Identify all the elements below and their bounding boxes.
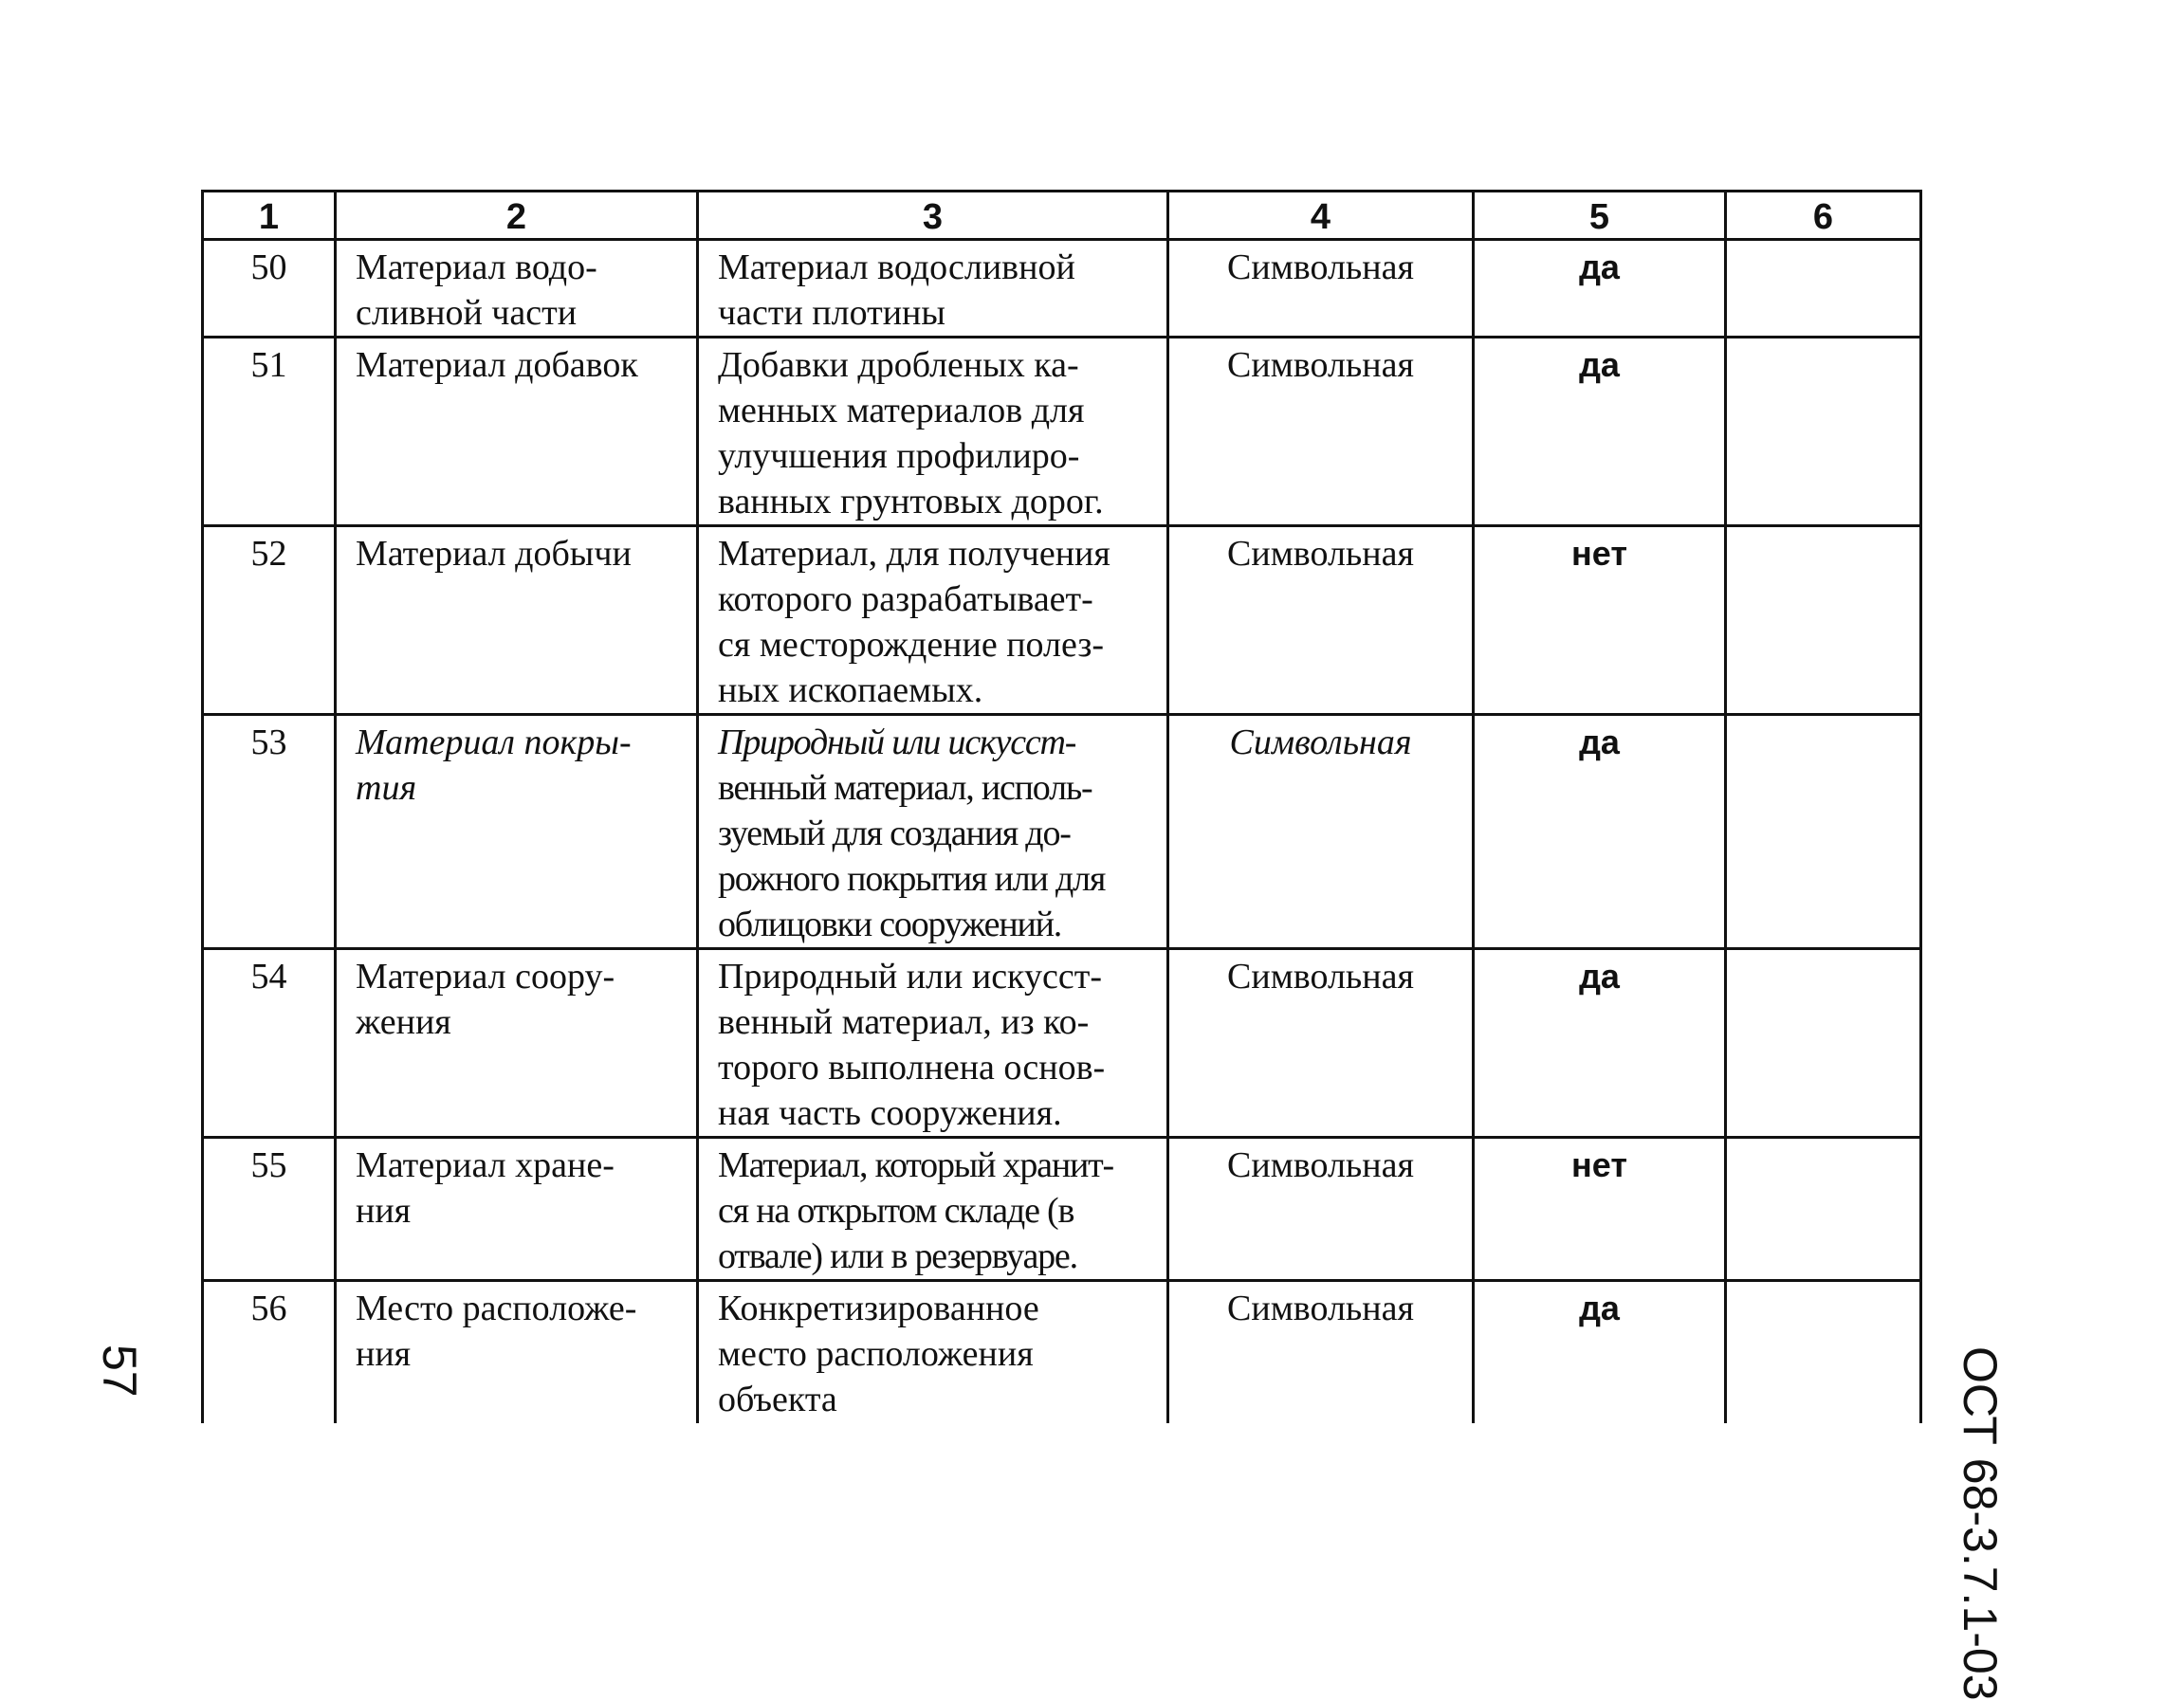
attributes-table: [201, 190, 1922, 1423]
attribute-extra: [1726, 526, 1921, 715]
description-rest: венный материал, исполь- зуемый для создания до- рожного покрытия или для облицовки сооружений.: [718, 768, 1106, 944]
attribute-extra: [1726, 1138, 1921, 1281]
description-first-line: Материал водосливной: [718, 247, 1075, 287]
column-header-2: 2: [336, 192, 698, 240]
attribute-name: Материал добычи: [336, 526, 698, 715]
attribute-flag: да: [1474, 715, 1726, 949]
table-row: [203, 526, 1921, 715]
attribute-description: [698, 949, 1168, 1138]
attribute-type: Символьная: [1168, 1281, 1474, 1423]
row-number: 55: [203, 1138, 336, 1281]
attribute-flag: да: [1474, 240, 1726, 338]
description-rest: ся на открытом складе (в отвале) или в резервуаре.: [718, 1191, 1077, 1276]
table-row: [203, 1138, 1921, 1281]
row-number: 52: [203, 526, 336, 715]
attribute-type: Символьная: [1168, 338, 1474, 526]
column-header-1: 1: [203, 192, 336, 240]
description-first-line: Добавки дробленых ка-: [718, 345, 1079, 385]
table-container: [201, 190, 1919, 1419]
page-number: 57: [93, 1344, 146, 1398]
row-number: 50: [203, 240, 336, 338]
description-rest: менных материалов для улучшения профилиро- ванных грунтовых дорог.: [718, 391, 1104, 521]
attribute-name: Материал соору- жения: [336, 949, 698, 1138]
attribute-extra: [1726, 338, 1921, 526]
table-row: [203, 1281, 1921, 1423]
description-first-line: Материал, который хранит-: [718, 1145, 1113, 1185]
row-number: 56: [203, 1281, 336, 1423]
row-number: 51: [203, 338, 336, 526]
attribute-flag: да: [1474, 1281, 1726, 1423]
attribute-description: [698, 526, 1168, 715]
attribute-name: Материал водо- сливной части: [336, 240, 698, 338]
attribute-name: Материал покры- тия: [336, 715, 698, 949]
row-number: 53: [203, 715, 336, 949]
attribute-type: Символьная: [1168, 1138, 1474, 1281]
attribute-type: Символьная: [1168, 526, 1474, 715]
column-header-5: 5: [1474, 192, 1726, 240]
row-number: 54: [203, 949, 336, 1138]
attribute-type: Символьная: [1168, 715, 1474, 949]
attribute-flag: нет: [1474, 526, 1726, 715]
description-rest: которого разрабатывает- ся месторождение полез- ных ископаемых.: [718, 579, 1105, 710]
table-row: [203, 715, 1921, 949]
description-rest: части плотины: [718, 293, 945, 333]
attribute-flag: да: [1474, 338, 1726, 526]
attribute-type: Символьная: [1168, 949, 1474, 1138]
header-row: [203, 192, 1921, 240]
attribute-description: [698, 240, 1168, 338]
attribute-extra: [1726, 949, 1921, 1138]
column-header-6: 6: [1726, 192, 1921, 240]
description-first-line: Конкретизированное: [718, 1289, 1039, 1328]
description-rest: венный материал, из ко- торого выполнена основ- ная часть сооружения.: [718, 1002, 1106, 1133]
attribute-description: [698, 715, 1168, 949]
attribute-flag: нет: [1474, 1138, 1726, 1281]
description-first-line: Природный или искусст-: [718, 957, 1102, 997]
attribute-flag: да: [1474, 949, 1726, 1138]
description-first-line: Природный или искусст-: [718, 722, 1076, 762]
table-row: [203, 949, 1921, 1138]
attribute-extra: [1726, 240, 1921, 338]
attribute-description: [698, 1281, 1168, 1423]
table-row: [203, 240, 1921, 338]
description-rest: место расположения объекта: [718, 1334, 1034, 1419]
description-first-line: Материал, для получения: [718, 534, 1110, 574]
attribute-description: [698, 338, 1168, 526]
attribute-name: Материал добавок: [336, 338, 698, 526]
attribute-name: Место расположе- ния: [336, 1281, 698, 1423]
table-row: [203, 338, 1921, 526]
attribute-name: Материал хране- ния: [336, 1138, 698, 1281]
attribute-extra: [1726, 1281, 1921, 1423]
attribute-type: Символьная: [1168, 240, 1474, 338]
attribute-extra: [1726, 715, 1921, 949]
column-header-3: 3: [698, 192, 1168, 240]
document-code: ОСТ 68-3.7.1-03: [1954, 1346, 2007, 1701]
attribute-description: [698, 1138, 1168, 1281]
column-header-4: 4: [1168, 192, 1474, 240]
